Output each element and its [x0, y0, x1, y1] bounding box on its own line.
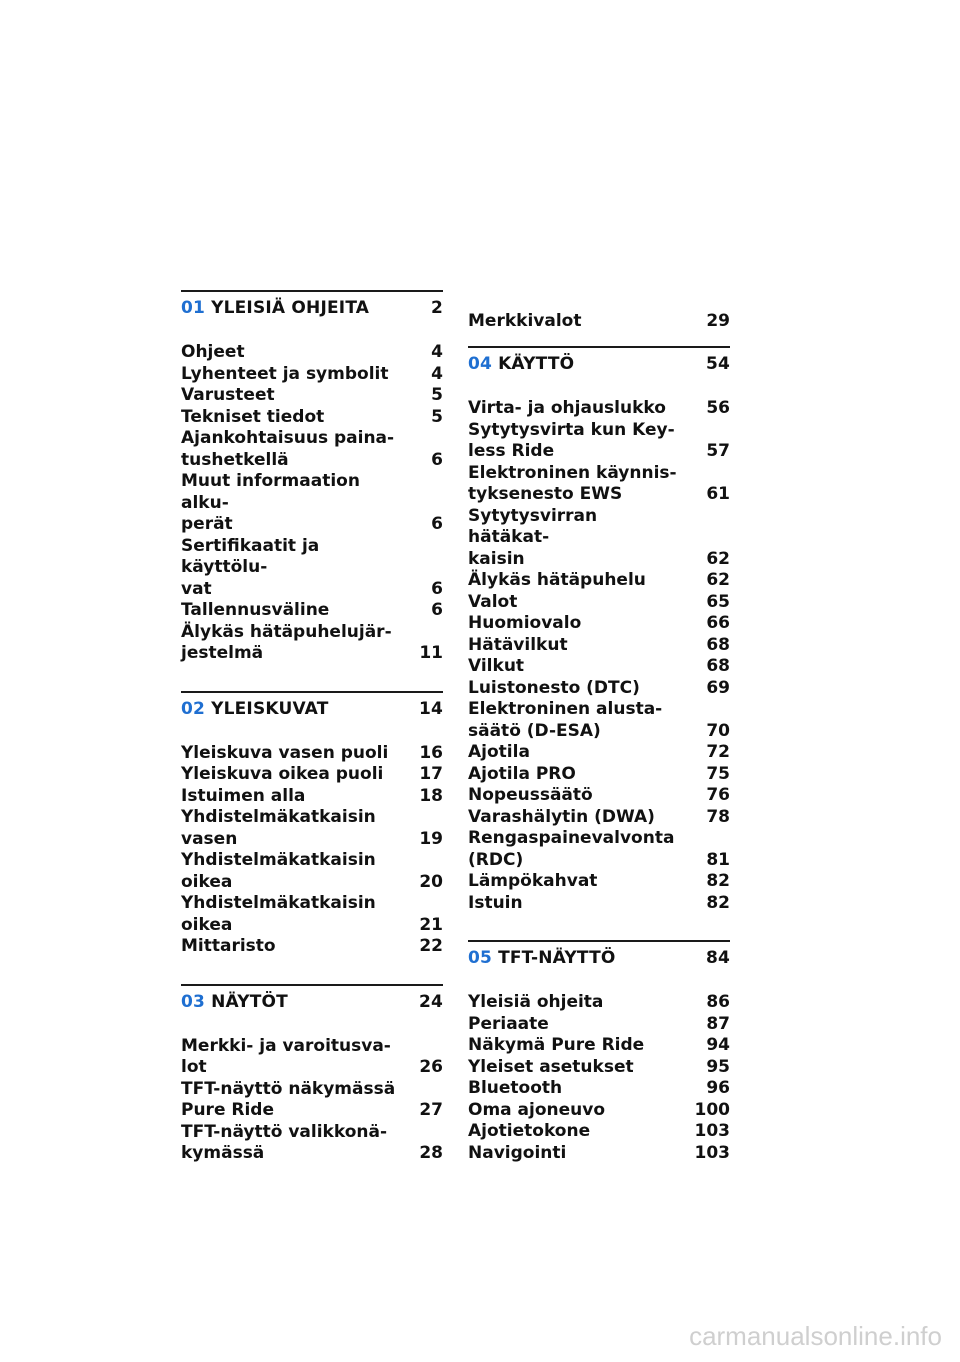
section-number: 03: [181, 991, 206, 1012]
toc-entry-title: Bluetooth: [468, 1078, 563, 1098]
toc-entry-page: 20: [419, 871, 443, 892]
toc-entry-page: 69: [706, 677, 730, 698]
toc-entry-page: 11: [419, 643, 443, 663]
toc-entry[interactable]: [468, 764, 730, 786]
toc-section: [181, 290, 443, 665]
toc-entry-page: 6: [431, 514, 443, 534]
toc-entry-page: 81: [706, 849, 730, 870]
section-page: 2: [430, 298, 443, 318]
toc-column-left: [181, 290, 443, 1191]
toc-section: [468, 346, 730, 914]
toc-entry-title: Ohjeet: [181, 342, 245, 362]
toc-entry-title: Navigointi: [468, 1142, 567, 1163]
toc-entry-page: 82: [706, 871, 730, 891]
toc-entry-title: Elektroninen käynnis- tyksenesto EWS: [468, 462, 677, 504]
toc-entry-page: 6: [431, 600, 443, 620]
toc-entry-title: Älykäs hätäpuhelujär- jestelmä: [181, 621, 392, 663]
toc-entry[interactable]: [181, 743, 443, 765]
toc-entry[interactable]: [181, 1079, 443, 1122]
section-number: 01: [181, 298, 206, 318]
toc-entry-title: Ajankohtaisuus paina- tushetkellä: [181, 428, 395, 470]
toc-entry-page: 61: [706, 484, 730, 504]
toc-entry-page: 96: [706, 1078, 730, 1098]
toc-entry-page: 18: [419, 785, 443, 806]
toc-entry-page: 65: [706, 591, 730, 612]
toc-entry[interactable]: [468, 871, 730, 893]
toc-entry-title: Virta- ja ohjauslukko: [468, 398, 666, 418]
toc-entry-page: 66: [706, 613, 730, 633]
toc-entry-page: 6: [431, 578, 443, 599]
toc-entry-page: 22: [419, 936, 443, 956]
toc-column-right: [468, 290, 730, 1190]
toc-entry-page: 82: [706, 892, 730, 913]
toc-entry-title: Tekniset tiedot: [181, 406, 325, 427]
toc-entry-page: 86: [706, 992, 730, 1012]
toc-entry-page: 103: [694, 1121, 730, 1141]
toc-entry-page: 68: [706, 634, 730, 655]
toc-entry[interactable]: [181, 407, 443, 429]
toc-entry-title: Valot: [468, 591, 518, 612]
toc-entry-title: Merkkivalot: [468, 310, 582, 331]
toc-entry-page: 21: [419, 914, 443, 935]
toc-entry[interactable]: [181, 850, 443, 893]
toc-entry-page: 56: [706, 398, 730, 418]
toc-entry[interactable]: [468, 742, 730, 764]
toc-entry[interactable]: [468, 678, 730, 700]
section-title: YLEISKUVAT: [211, 698, 329, 719]
toc-entry-title: Ajotila: [468, 742, 530, 762]
section-page: 54: [705, 354, 730, 374]
toc-entry-title: Yleiskuva oikea puoli: [181, 764, 384, 784]
watermark: carmanualsonline.info: [689, 1321, 942, 1351]
toc-entry[interactable]: [181, 364, 443, 386]
toc-entry-page: 19: [419, 828, 443, 849]
toc-entry[interactable]: [468, 656, 730, 678]
toc-entry[interactable]: [468, 1143, 730, 1165]
section-number: 04: [468, 354, 493, 374]
section-heading[interactable]: [181, 984, 443, 1022]
section-heading-label: [181, 298, 369, 318]
toc-entry-page: 5: [431, 385, 443, 405]
toc-entry-page: 100: [694, 1099, 730, 1120]
toc-entry[interactable]: [181, 385, 443, 407]
toc-entry-page: 28: [419, 1143, 443, 1163]
toc-entry-title: Älykäs hätäpuhelu: [468, 570, 646, 590]
toc-entry-page: 4: [431, 342, 443, 362]
section-page: 14: [418, 698, 443, 719]
section-heading-label: [468, 948, 616, 968]
toc-entry-title: Yhdistelmäkatkaisin vasen: [181, 807, 376, 849]
toc-entry[interactable]: [468, 398, 730, 420]
toc-entry-page: 4: [431, 363, 443, 384]
toc-entry-title: Näkymä Pure Ride: [468, 1035, 645, 1055]
toc-entry[interactable]: [468, 1100, 730, 1122]
toc-entry-title: Yhdistelmäkatkaisin oikea: [181, 893, 376, 935]
toc-entry[interactable]: [181, 428, 443, 471]
toc-entry-page: 29: [706, 310, 730, 331]
toc-entry[interactable]: [181, 786, 443, 808]
toc-entry[interactable]: [181, 600, 443, 622]
toc-entry[interactable]: [468, 1035, 730, 1057]
toc-entry-page: 17: [419, 764, 443, 784]
toc-entry[interactable]: [468, 828, 730, 871]
toc-entry[interactable]: [468, 463, 730, 506]
toc-entry-page: 57: [706, 441, 730, 461]
toc-entry[interactable]: [181, 536, 443, 601]
section-title: NÄYTÖT: [211, 991, 288, 1012]
toc-entry-title: Yhdistelmäkatkaisin oikea: [181, 850, 376, 892]
section-heading[interactable]: [468, 940, 730, 978]
section-page: 84: [705, 948, 730, 968]
toc-entry-title: Sytytysvirran hätäkat- kaisin: [468, 505, 598, 569]
toc-entry-page: 62: [706, 570, 730, 590]
section-heading-label: [181, 992, 288, 1012]
section-heading[interactable]: [181, 290, 443, 328]
section-heading[interactable]: [181, 691, 443, 729]
toc-entry-title: Rengaspainevalvonta (RDC): [468, 828, 675, 870]
toc-entry-title: Elektroninen alusta- säätö (D-ESA): [468, 699, 663, 741]
toc-entry[interactable]: [468, 1014, 730, 1036]
toc-entry-page: 72: [706, 742, 730, 762]
toc-entry-title: Varashälytin (DWA): [468, 806, 655, 827]
toc-entry-page: 78: [706, 806, 730, 827]
toc-entry[interactable]: [468, 1057, 730, 1079]
toc-entry[interactable]: [468, 699, 730, 742]
toc-entry-page: 16: [419, 742, 443, 763]
toc-entry-title: Periaate: [468, 1013, 549, 1034]
toc-entry[interactable]: [468, 807, 730, 829]
toc-entry-title: Tallennusväline: [181, 600, 330, 620]
section-heading-label: [468, 354, 574, 374]
toc-entry-title: Huomiovalo: [468, 613, 582, 633]
toc-entry-page: 87: [706, 1013, 730, 1034]
toc-entry-page: 26: [419, 1057, 443, 1077]
section-title: YLEISIÄ OHJEITA: [211, 298, 370, 318]
toc-section: [181, 691, 443, 958]
toc-entry[interactable]: [468, 570, 730, 592]
toc-entry-title: Sertifikaatit ja käyttölu- vat: [181, 535, 320, 599]
toc-entry[interactable]: [468, 290, 730, 332]
toc-entry-title: Ajotila PRO: [468, 763, 576, 784]
toc-entry[interactable]: [181, 893, 443, 936]
toc-entry[interactable]: [468, 420, 730, 463]
toc-entry-title: Oma ajoneuvo: [468, 1099, 606, 1120]
toc-entry[interactable]: [181, 1036, 443, 1079]
toc-entry-page: 27: [419, 1100, 443, 1120]
toc-entry-title: Yleisiä ohjeita: [468, 992, 604, 1012]
toc-entry[interactable]: [468, 506, 730, 571]
toc-entry-page: 76: [706, 785, 730, 805]
toc-entry-title: Hätävilkut: [468, 634, 568, 655]
section-title: KÄYTTÖ: [498, 354, 575, 374]
toc-entry-page: 94: [706, 1035, 730, 1055]
toc-entry-title: TFT-näyttö valikkonä- kymässä: [181, 1121, 388, 1163]
toc-entry-title: Istuin: [468, 892, 523, 913]
toc-entry-page: 75: [706, 763, 730, 784]
toc-entry-title: Nopeussäätö: [468, 785, 593, 805]
toc-entry[interactable]: [181, 764, 443, 786]
toc-entry[interactable]: [468, 893, 730, 915]
toc-entry[interactable]: [181, 807, 443, 850]
toc-entry-title: Lyhenteet ja symbolit: [181, 363, 389, 384]
section-number: 05: [468, 948, 493, 968]
toc-entry-title: Varusteet: [181, 385, 275, 405]
section-number: 02: [181, 698, 206, 719]
toc-entry[interactable]: [181, 342, 443, 364]
toc-entry-title: Ajotietokone: [468, 1121, 591, 1141]
toc-entry[interactable]: [181, 471, 443, 536]
toc-entry-title: Sytytysvirta kun Key- less Ride: [468, 419, 675, 461]
toc-entry-title: Mittaristo: [181, 936, 276, 956]
toc-entry[interactable]: [181, 622, 443, 665]
toc-entry[interactable]: [181, 936, 443, 958]
section-page: 24: [418, 991, 443, 1012]
toc-section: [181, 984, 443, 1165]
toc-entry[interactable]: [181, 1122, 443, 1165]
toc-entry[interactable]: [468, 992, 730, 1014]
toc-entry-title: Yleiskuva vasen puoli: [181, 742, 389, 763]
toc-section: [468, 940, 730, 1164]
toc-entry-page: 103: [694, 1142, 730, 1163]
section-heading[interactable]: [468, 346, 730, 384]
toc-entry-title: Merkki- ja varoitusva- lot: [181, 1035, 391, 1077]
toc-entry-page: 5: [431, 406, 443, 427]
toc-entry[interactable]: [468, 785, 730, 807]
toc-entry[interactable]: [468, 1121, 730, 1143]
toc-entry[interactable]: [468, 1078, 730, 1100]
toc-entry-page: 70: [706, 720, 730, 741]
toc-entry-page: 95: [706, 1056, 730, 1077]
section-title: TFT-NÄYTTÖ: [498, 948, 616, 968]
toc-entry-title: Muut informaation alku- perät: [181, 471, 360, 534]
toc-entry-page: 6: [431, 449, 443, 470]
toc-entry[interactable]: [468, 635, 730, 657]
toc-entry-title: Istuimen alla: [181, 785, 306, 806]
toc-entry[interactable]: [468, 592, 730, 614]
toc-entry-title: Luistonesto (DTC): [468, 677, 640, 698]
section-heading-label: [181, 699, 329, 719]
toc-entry-title: Vilkut: [468, 656, 525, 676]
toc-entry-page: 62: [706, 548, 730, 569]
toc-entry-title: TFT-näyttö näkymässä Pure Ride: [181, 1078, 396, 1120]
toc-entry[interactable]: [468, 613, 730, 635]
toc-entry-title: Lämpökahvat: [468, 871, 598, 891]
toc-entry-title: Yleiset asetukset: [468, 1056, 634, 1077]
toc-entry-page: 68: [706, 656, 730, 676]
